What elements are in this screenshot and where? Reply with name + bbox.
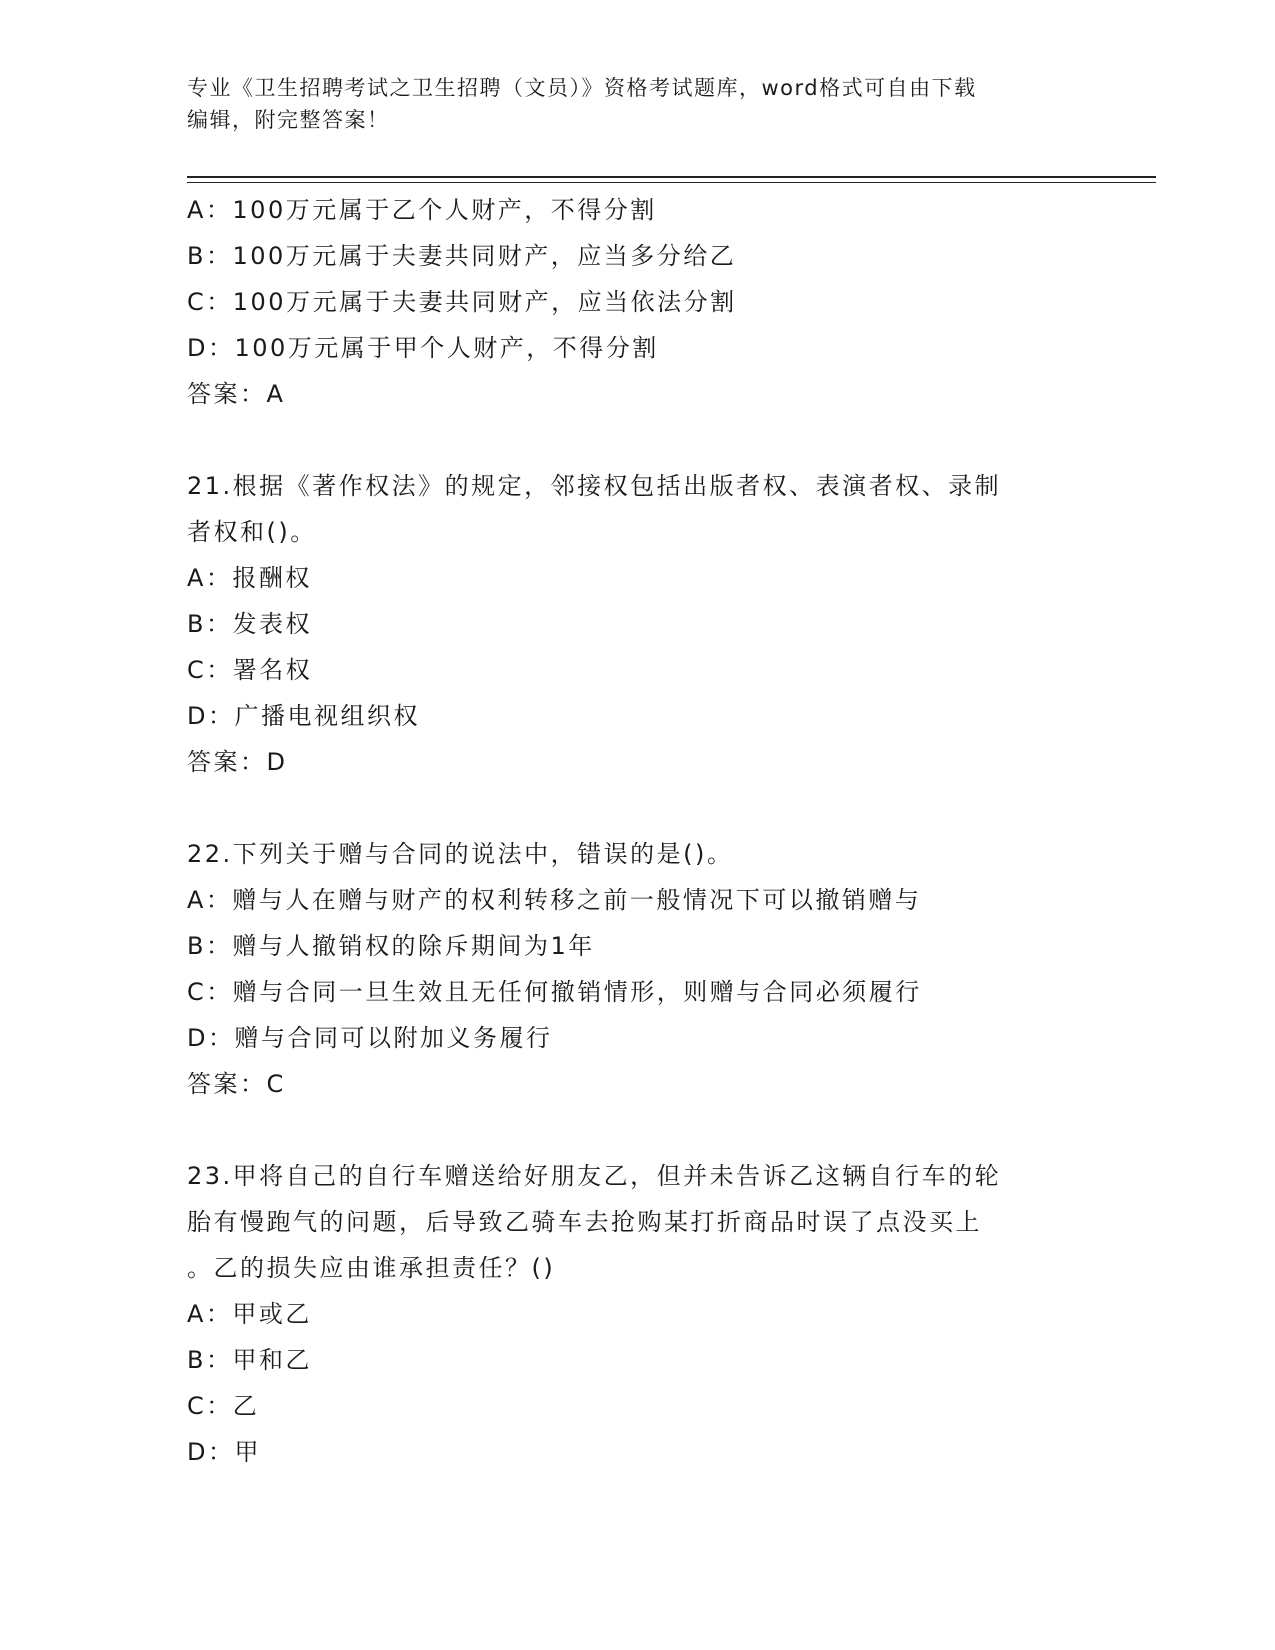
question-22 [187,831,1077,1107]
option-c: C：100万元属于夫妻共同财产，应当依法分割 [187,288,737,316]
header-line-1: 专业《卫生招聘考试之卫生招聘（文员）》资格考试题库，word格式可自由下载 [187,76,977,100]
answer-line: 答案：D [187,748,288,776]
question-20 [187,187,1077,417]
header-divider-thick [187,176,1156,178]
question-stem-line-2: 胎有慢跑气的问题，后导致乙骑车去抢购某打折商品时误了点没买上 [187,1208,982,1236]
option-d: D：广播电视组织权 [187,702,420,730]
spacer [187,1107,1077,1153]
question-23 [187,1153,1077,1475]
option-a: A：100万元属于乙个人财产，不得分割 [187,196,657,224]
header-line-2: 编辑，附完整答案！ [187,108,390,132]
option-d: D：赠与合同可以附加义务履行 [187,1024,553,1052]
spacer [187,785,1077,831]
option-a: A：报酬权 [187,564,312,592]
option-b: B：发表权 [187,610,312,638]
option-d: D：甲 [187,1438,261,1466]
question-list [187,187,1077,1475]
spacer [187,417,1077,463]
question-21 [187,463,1077,785]
option-b: B：100万元属于夫妻共同财产，应当多分给乙 [187,242,737,270]
answer-line: 答案：C [187,1070,286,1098]
question-stem-line-1: 21.根据《著作权法》的规定，邻接权包括出版者权、表演者权、录制 [187,472,1002,500]
question-stem-line-2: 者权和()。 [187,518,317,546]
header-divider-thin [187,182,1156,183]
option-c: C：乙 [187,1392,260,1420]
question-stem-line-3: 。乙的损失应由谁承担责任？() [187,1254,556,1282]
question-stem-line-1: 23.甲将自己的自行车赠送给好朋友乙，但并未告诉乙这辆自行车的轮 [187,1162,1002,1190]
option-b: B：赠与人撤销权的除斥期间为1年 [187,932,595,960]
option-a: A：甲或乙 [187,1300,312,1328]
option-c: C：赠与合同一旦生效且无任何撤销情形，则赠与合同必须履行 [187,978,922,1006]
document-header [187,72,1087,136]
option-d: D：100万元属于甲个人财产，不得分割 [187,334,659,362]
option-a: A：赠与人在赠与财产的权利转移之前一般情况下可以撤销赠与 [187,886,922,914]
option-c: C：署名权 [187,656,313,684]
question-stem-line-1: 22.下列关于赠与合同的说法中，错误的是()。 [187,840,734,868]
option-b: B：甲和乙 [187,1346,312,1374]
answer-line: 答案：A [187,380,286,408]
